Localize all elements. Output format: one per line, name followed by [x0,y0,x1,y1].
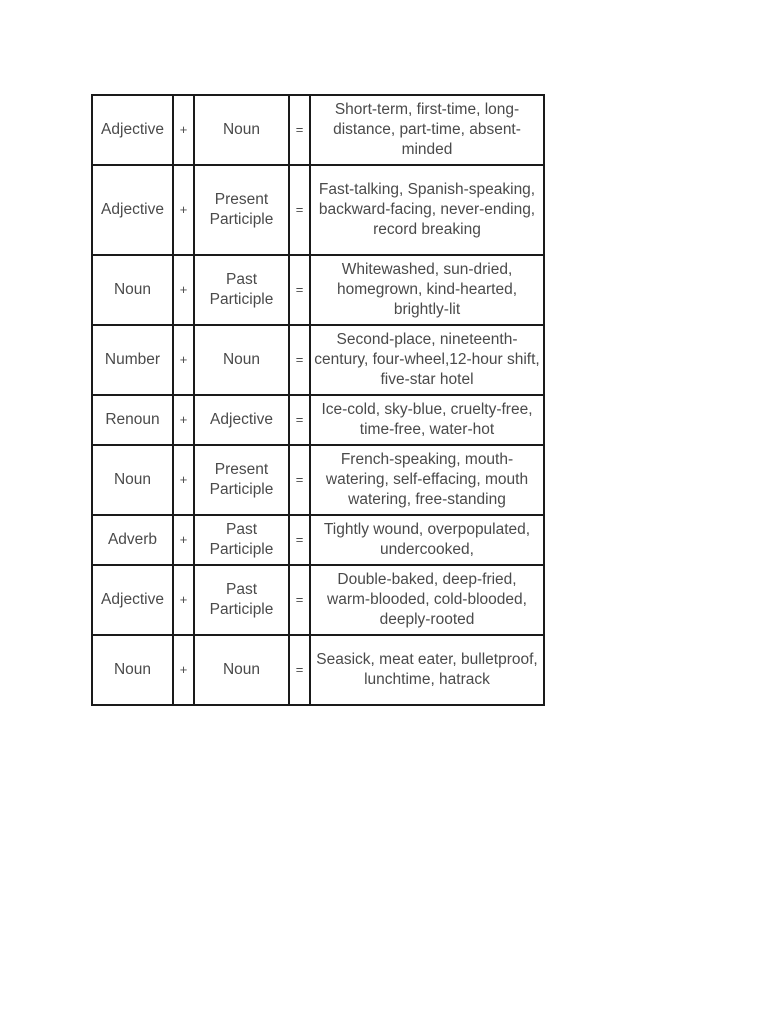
equals-sign-cell: = [289,445,310,515]
examples-cell: Short-term, first-time, long-distance, part-time, absent-minded [310,95,544,165]
first-word-type-cell: Noun [92,255,173,325]
table-row [92,635,544,705]
equals-sign-cell: = [289,255,310,325]
equals-sign-cell: = [289,165,310,255]
first-word-type-cell: Adjective [92,565,173,635]
second-word-type-cell: Past Participle [194,255,289,325]
plus-sign-cell: + [173,395,194,445]
first-word-type-cell: Noun [92,445,173,515]
equals-sign-cell: = [289,95,310,165]
plus-sign-cell: + [173,515,194,565]
equals-sign-cell: = [289,565,310,635]
table-row [92,395,544,445]
second-word-type-cell: Noun [194,325,289,395]
first-word-type-cell: Adverb [92,515,173,565]
examples-cell: French-speaking, mouth-watering, self-effacing, mouth watering, free-standing [310,445,544,515]
plus-sign-cell: + [173,635,194,705]
second-word-type-cell: Adjective [194,395,289,445]
table-row [92,95,544,165]
examples-cell: Ice-cold, sky-blue, cruelty-free, time-free, water-hot [310,395,544,445]
examples-cell: Tightly wound, overpopulated, undercooked, [310,515,544,565]
second-word-type-cell: Past Participle [194,515,289,565]
plus-sign-cell: + [173,165,194,255]
equals-sign-cell: = [289,515,310,565]
first-word-type-cell: Noun [92,635,173,705]
examples-cell: Seasick, meat eater, bulletproof, lunchtime, hatrack [310,635,544,705]
first-word-type-cell: Number [92,325,173,395]
second-word-type-cell: Noun [194,635,289,705]
plus-sign-cell: + [173,445,194,515]
equals-sign-cell: = [289,395,310,445]
table-row [92,165,544,255]
plus-sign-cell: + [173,255,194,325]
table-row [92,445,544,515]
second-word-type-cell: Present Participle [194,165,289,255]
equals-sign-cell: = [289,325,310,395]
plus-sign-cell: + [173,565,194,635]
examples-cell: Double-baked, deep-fried, warm-blooded, cold-blooded, deeply-rooted [310,565,544,635]
examples-cell: Second-place, nineteenth-century, four-wheel,12-hour shift, five-star hotel [310,325,544,395]
second-word-type-cell: Past Participle [194,565,289,635]
plus-sign-cell: + [173,95,194,165]
first-word-type-cell: Adjective [92,95,173,165]
table-row [92,255,544,325]
table-row [92,325,544,395]
second-word-type-cell: Noun [194,95,289,165]
first-word-type-cell: Adjective [92,165,173,255]
plus-sign-cell: + [173,325,194,395]
first-word-type-cell: Renoun [92,395,173,445]
equals-sign-cell: = [289,635,310,705]
examples-cell: Fast-talking, Spanish-speaking, backward-facing, never-ending, record breaking [310,165,544,255]
table-row [92,515,544,565]
compound-adjective-table [91,94,545,706]
examples-cell: Whitewashed, sun-dried, homegrown, kind-hearted, brightly-lit [310,255,544,325]
table-row [92,565,544,635]
second-word-type-cell: Present Participle [194,445,289,515]
